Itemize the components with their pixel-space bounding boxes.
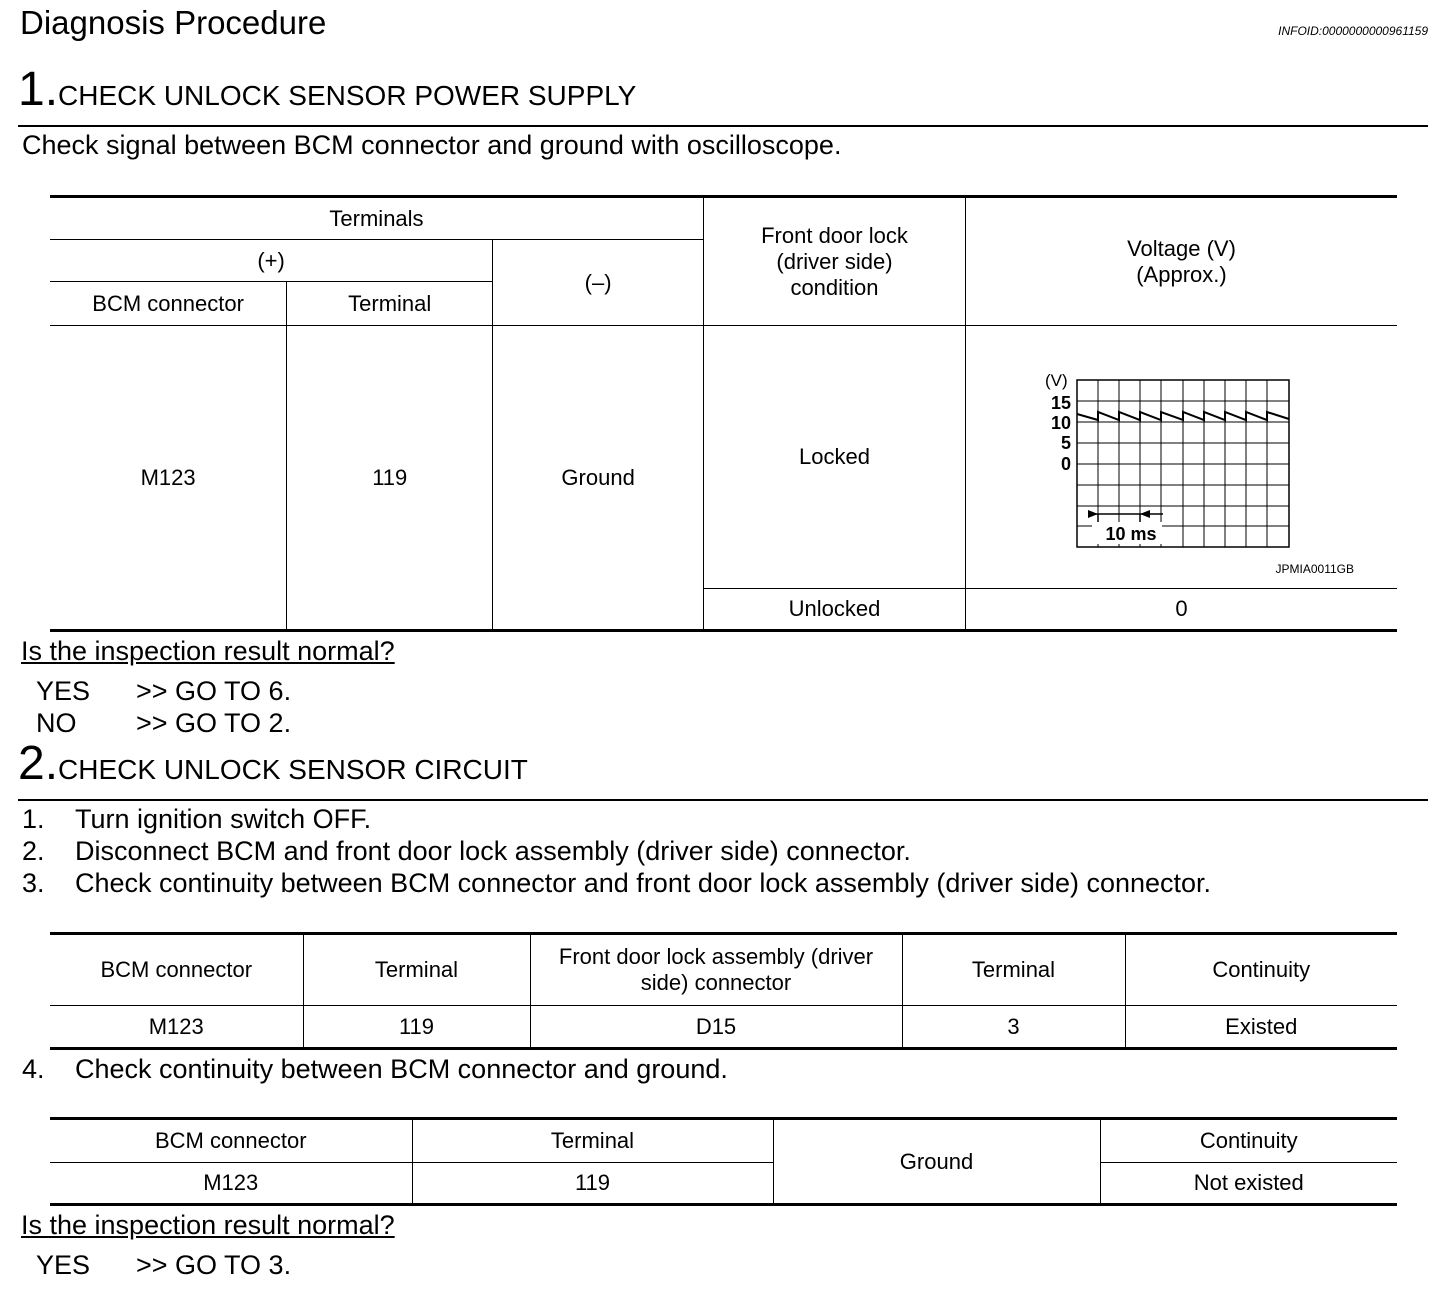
step-1-no [36, 708, 291, 739]
yes-action: >> GO TO 3. [136, 1250, 292, 1280]
graph-unit-label: (V) [1044, 371, 1068, 390]
figure-id: JPMIA0011GB [1275, 562, 1354, 576]
graph-tick-5: 5 [1060, 433, 1071, 453]
header-continuity: Continuity [1100, 1119, 1397, 1163]
list-item-text: Check continuity between BCM connector and front door lock assembly (driver side) connector. [75, 868, 1212, 898]
graph-tick-0: 0 [1060, 454, 1071, 474]
signal-table [50, 195, 1397, 632]
header-door-lock-connector: Front door lock assembly (driver side) connector [530, 934, 902, 1006]
cell-terminal: 119 [412, 1163, 773, 1205]
header-bcm-connector: BCM connector [50, 1119, 412, 1163]
step-1-question: Is the inspection result normal? [21, 636, 395, 666]
list-item-number: 4. [22, 1054, 45, 1084]
cell-bcm-connector: M123 [50, 326, 287, 631]
step-title: CHECK UNLOCK SENSOR CIRCUIT [58, 754, 528, 785]
step-1-heading [18, 62, 636, 117]
yes-label: YES [36, 1250, 91, 1280]
step-1-yes [36, 676, 291, 707]
no-action: >> GO TO 2. [136, 708, 292, 738]
header-terminal: Terminal [902, 934, 1125, 1006]
cell-unlocked-value: 0 [965, 589, 1397, 631]
oscilloscope-waveform [970, 326, 1393, 588]
page-title: Diagnosis Procedure [20, 4, 327, 41]
continuity-table-2 [50, 1117, 1397, 1206]
list-item-text: Disconnect BCM and front door lock assembly (driver side) connector. [75, 836, 911, 866]
no-label: NO [36, 708, 77, 738]
waveform-trace [1077, 412, 1289, 420]
step-title: CHECK UNLOCK SENSOR POWER SUPPLY [58, 80, 637, 111]
divider [18, 125, 1428, 127]
list-item [22, 868, 1211, 899]
cell-terminal: 119 [303, 1006, 530, 1049]
cell-waveform [965, 326, 1397, 589]
header-terminal: Terminal [287, 282, 493, 326]
step-2-heading [18, 736, 528, 791]
graph-tick-10: 10 [1050, 413, 1071, 433]
yes-label: YES [36, 676, 91, 706]
cell-unlocked: Unlocked [704, 589, 966, 631]
list-item-number: 2. [22, 836, 45, 866]
time-scale-label: 10 ms [1105, 524, 1157, 544]
header-bcm-connector: BCM connector [50, 282, 287, 326]
step-number: 1. [18, 63, 59, 116]
step-1-instruction: Check signal between BCM connector and ground with oscilloscope. [22, 130, 842, 160]
cell-terminal: 119 [287, 326, 493, 631]
header-terminal: Terminal [303, 934, 530, 1006]
header-continuity: Continuity [1125, 934, 1397, 1006]
list-item-number: 1. [22, 804, 45, 834]
header-voltage [965, 197, 1397, 326]
header-bcm-connector: BCM connector [50, 934, 303, 1006]
list-item [22, 836, 911, 867]
header-terminal: Terminal [412, 1119, 773, 1163]
cell-ground: Ground [773, 1119, 1100, 1205]
continuity-table-1 [50, 932, 1397, 1050]
list-item-text: Check continuity between BCM connector and ground. [75, 1054, 728, 1084]
cell-continuity: Not existed [1100, 1163, 1397, 1205]
graph-grid [1077, 380, 1289, 547]
list-item-number: 3. [22, 868, 45, 898]
list-item-text: Turn ignition switch OFF. [75, 804, 372, 834]
yes-action: >> GO TO 6. [136, 676, 292, 706]
step-2-question: Is the inspection result normal? [21, 1210, 395, 1240]
header-voltage-label: Voltage (V) [1127, 235, 1236, 261]
cell-bcm-connector: M123 [50, 1006, 303, 1049]
cell-ground: Ground [493, 326, 704, 631]
header-approx-label: (Approx.) [1136, 261, 1227, 287]
cell-bcm-connector: M123 [50, 1163, 412, 1205]
cell-locked: Locked [704, 326, 966, 589]
cell-continuity: Existed [1125, 1006, 1397, 1049]
graph-tick-15: 15 [1050, 393, 1071, 413]
list-item [22, 804, 371, 835]
divider [18, 799, 1428, 801]
step-2-yes [36, 1250, 291, 1281]
header-plus: (+) [50, 240, 493, 282]
cell-door-lock-connector: D15 [530, 1006, 902, 1049]
step-number: 2. [18, 737, 59, 790]
info-id: INFOID:0000000000961159 [1278, 24, 1428, 38]
list-item [22, 1054, 728, 1085]
header-terminals: Terminals [50, 197, 704, 240]
cell-terminal: 3 [902, 1006, 1125, 1049]
header-condition: Front door lock (driver side) condition [704, 197, 966, 326]
header-minus: (–) [493, 240, 704, 326]
